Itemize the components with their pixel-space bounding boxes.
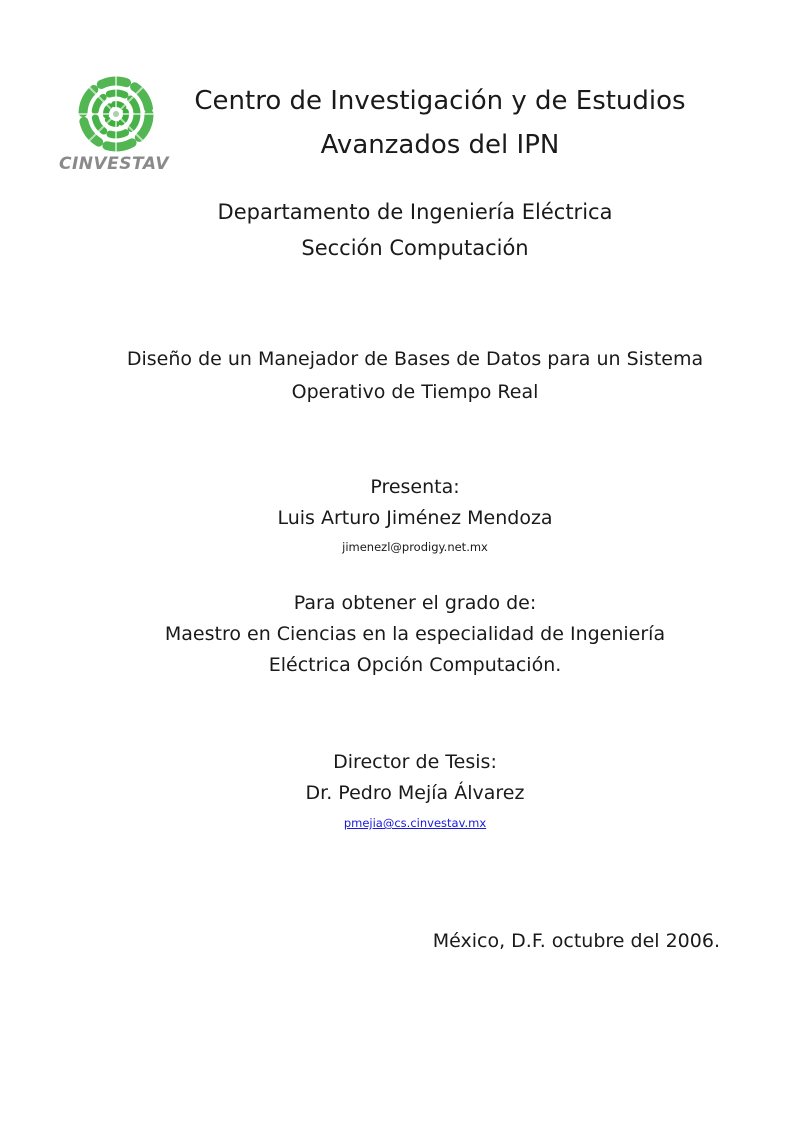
- institution-name-line-1: Centro de Investigación y de Estudios: [194, 86, 686, 116]
- author-name: Luis Arturo Jiménez Mendoza: [277, 507, 553, 529]
- thesis-title-line-2: Operativo de Tiempo Real: [291, 381, 539, 403]
- director-email-link[interactable]: pmejia@cs.cinvestav.mx: [343, 816, 487, 830]
- cinvestav-logo: [56, 72, 172, 180]
- director-label: Director de Tesis:: [333, 751, 497, 773]
- degree-line-2: Eléctrica Opción Computación.: [268, 654, 562, 676]
- logo-wordmark: CINVESTAV: [59, 154, 169, 174]
- degree-label: Para obtener el grado de:: [293, 592, 537, 614]
- institution-name-line-2: Avanzados del IPN: [320, 130, 560, 160]
- author-email: jimenezl@prodigy.net.mx: [342, 540, 488, 554]
- degree-line-1: Maestro en Ciencias en la especialidad de Ingeniería: [164, 623, 666, 645]
- section-name: Sección Computación: [301, 236, 529, 260]
- place-and-date: México, D.F. octubre del 2006.: [432, 930, 720, 952]
- presenter-label: Presenta:: [370, 476, 460, 498]
- department-name: Departamento de Ingeniería Eléctrica: [217, 200, 613, 224]
- thesis-title-line-1: Diseño de un Manejador de Bases de Datos para un Sistema: [126, 348, 704, 370]
- cinvestav-emblem-icon: [56, 72, 172, 156]
- director-name: Dr. Pedro Mejía Álvarez: [305, 782, 525, 804]
